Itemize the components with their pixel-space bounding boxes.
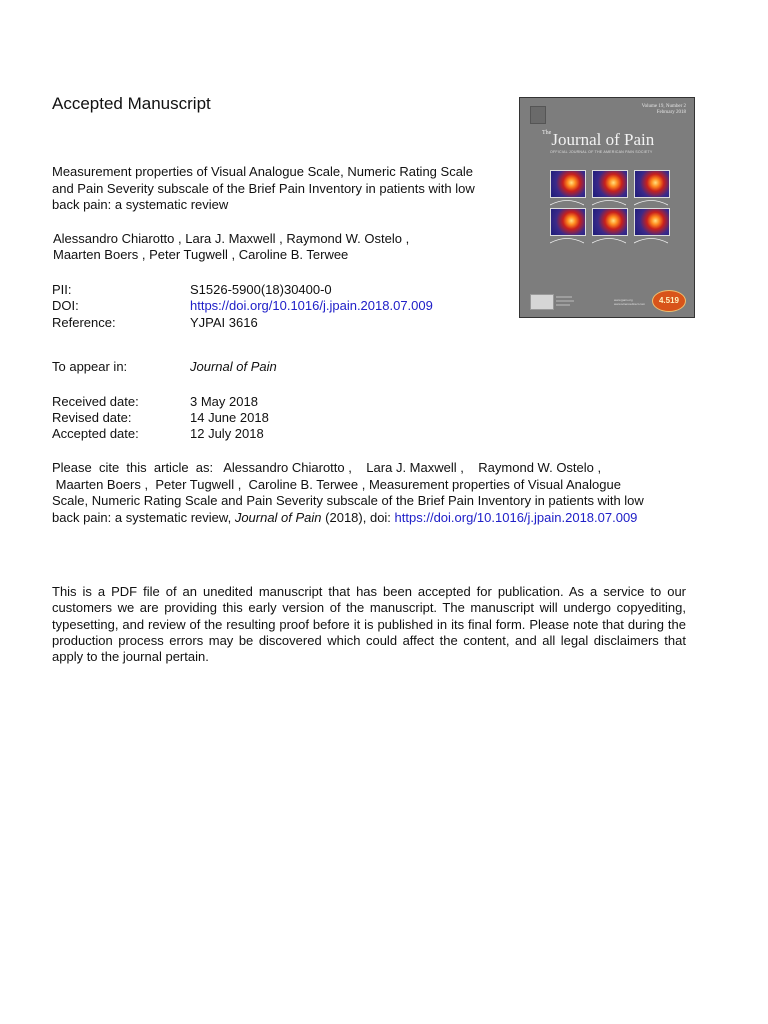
citation-line-1: Please cite this article as: Alessandro Chiarotto , Lara J. Maxwell , Raymond W. Ostelo , [52,460,602,475]
received-label: Received date: [52,394,139,409]
reference-value: YJPAI 3616 [190,315,258,330]
citation-paragraph [52,460,686,526]
appear-label: To appear in: [52,359,128,374]
publisher-logo-icon [530,106,546,124]
cover-fine-print-icon [556,294,576,308]
cover-waveform-image [592,236,626,244]
doi-label: DOI: [52,298,79,313]
cover-heatmap-image [550,170,586,198]
cover-title-main: Journal of Pain [551,130,655,149]
cover-urls [614,298,645,306]
cover-volume [642,104,686,116]
revised-value: 14 June 2018 [190,410,269,425]
pii-label: PII: [52,282,72,297]
appear-value: Journal of Pain [190,359,277,374]
cover-heatmap-image [592,170,628,198]
article-title: Measurement properties of Visual Analogue Scale, Numeric Rating Scale and Pain Severity subscale of the Brief Pain Inventory in patients with low back pain: a systematic review [52,164,475,212]
cover-volume-number: Volume 19, Number 2 [641,104,686,109]
cover-heatmap-image [634,170,670,198]
journal-cover [519,97,695,318]
cover-date: February 2018 [656,110,686,115]
cover-title [542,130,654,150]
cover-waveform-image [550,236,584,244]
pii-value: S1526-5900(18)30400-0 [190,282,332,297]
accepted-label: Accepted date: [52,426,139,441]
citation-doi-link[interactable]: https://doi.org/10.1016/j.jpain.2018.07.009 [394,509,638,525]
citation-line-4 [52,510,686,527]
cover-title-the: The [542,130,552,136]
manuscript-notice: This is a PDF file of an unedited manuscript that has been accepted for publication. As a service to our customers we are providing this early version of the manuscript. The manuscript will undergo copyediting, typesetting, and review of the resulting proof before it is published in its final form. Please note that during the production process errors may be discovered which could affect the content, and all legal disclaimers that apply to the journal pertain. [52,584,686,665]
cover-subtitle: OFFICIAL JOURNAL OF THE AMERICAN PAIN SOCIETY [550,150,653,154]
citation-line-2: Maarten Boers , Peter Tugwell , Caroline B. Terwee , Measurement properties of Visual Analogue [52,476,621,492]
authors-line-2: Maarten Boers , Peter Tugwell , Caroline B. Terwee [53,247,349,262]
revised-label: Revised date: [52,410,132,425]
authors-line-1: Alessandro Chiarotto , Lara J. Maxwell , Raymond W. Ostelo , [53,231,410,246]
citation-mid: (2018), doi: [321,509,395,525]
cover-society-logo-icon [530,294,554,310]
citation-prefix: back pain: a systematic review, [52,509,235,525]
cover-waveform-image [634,236,668,244]
cover-heatmap-image [592,208,628,236]
cover-heatmap-image [550,208,586,236]
citation-journal: Journal of Pain [234,509,322,525]
accepted-value: 12 July 2018 [190,426,264,441]
cover-waveform-image [550,198,584,206]
received-value: 3 May 2018 [190,394,258,409]
reference-label: Reference: [52,315,116,330]
doi-link[interactable]: https://doi.org/10.1016/j.jpain.2018.07.009 [190,298,433,313]
cover-waveform-image [634,198,668,206]
cover-heatmap-image [634,208,670,236]
impact-factor-badge: 4.519 [652,290,686,312]
cover-url-2: www.sciencedirect.com [614,302,646,306]
citation-line-3: Scale, Numeric Rating Scale and Pain Severity subscale of the Brief Pain Inventory in patients with low [52,493,644,508]
cover-waveform-image [592,198,626,206]
cover-url-1: www.jpain.org [614,298,633,302]
page-heading: Accepted Manuscript [52,94,211,113]
